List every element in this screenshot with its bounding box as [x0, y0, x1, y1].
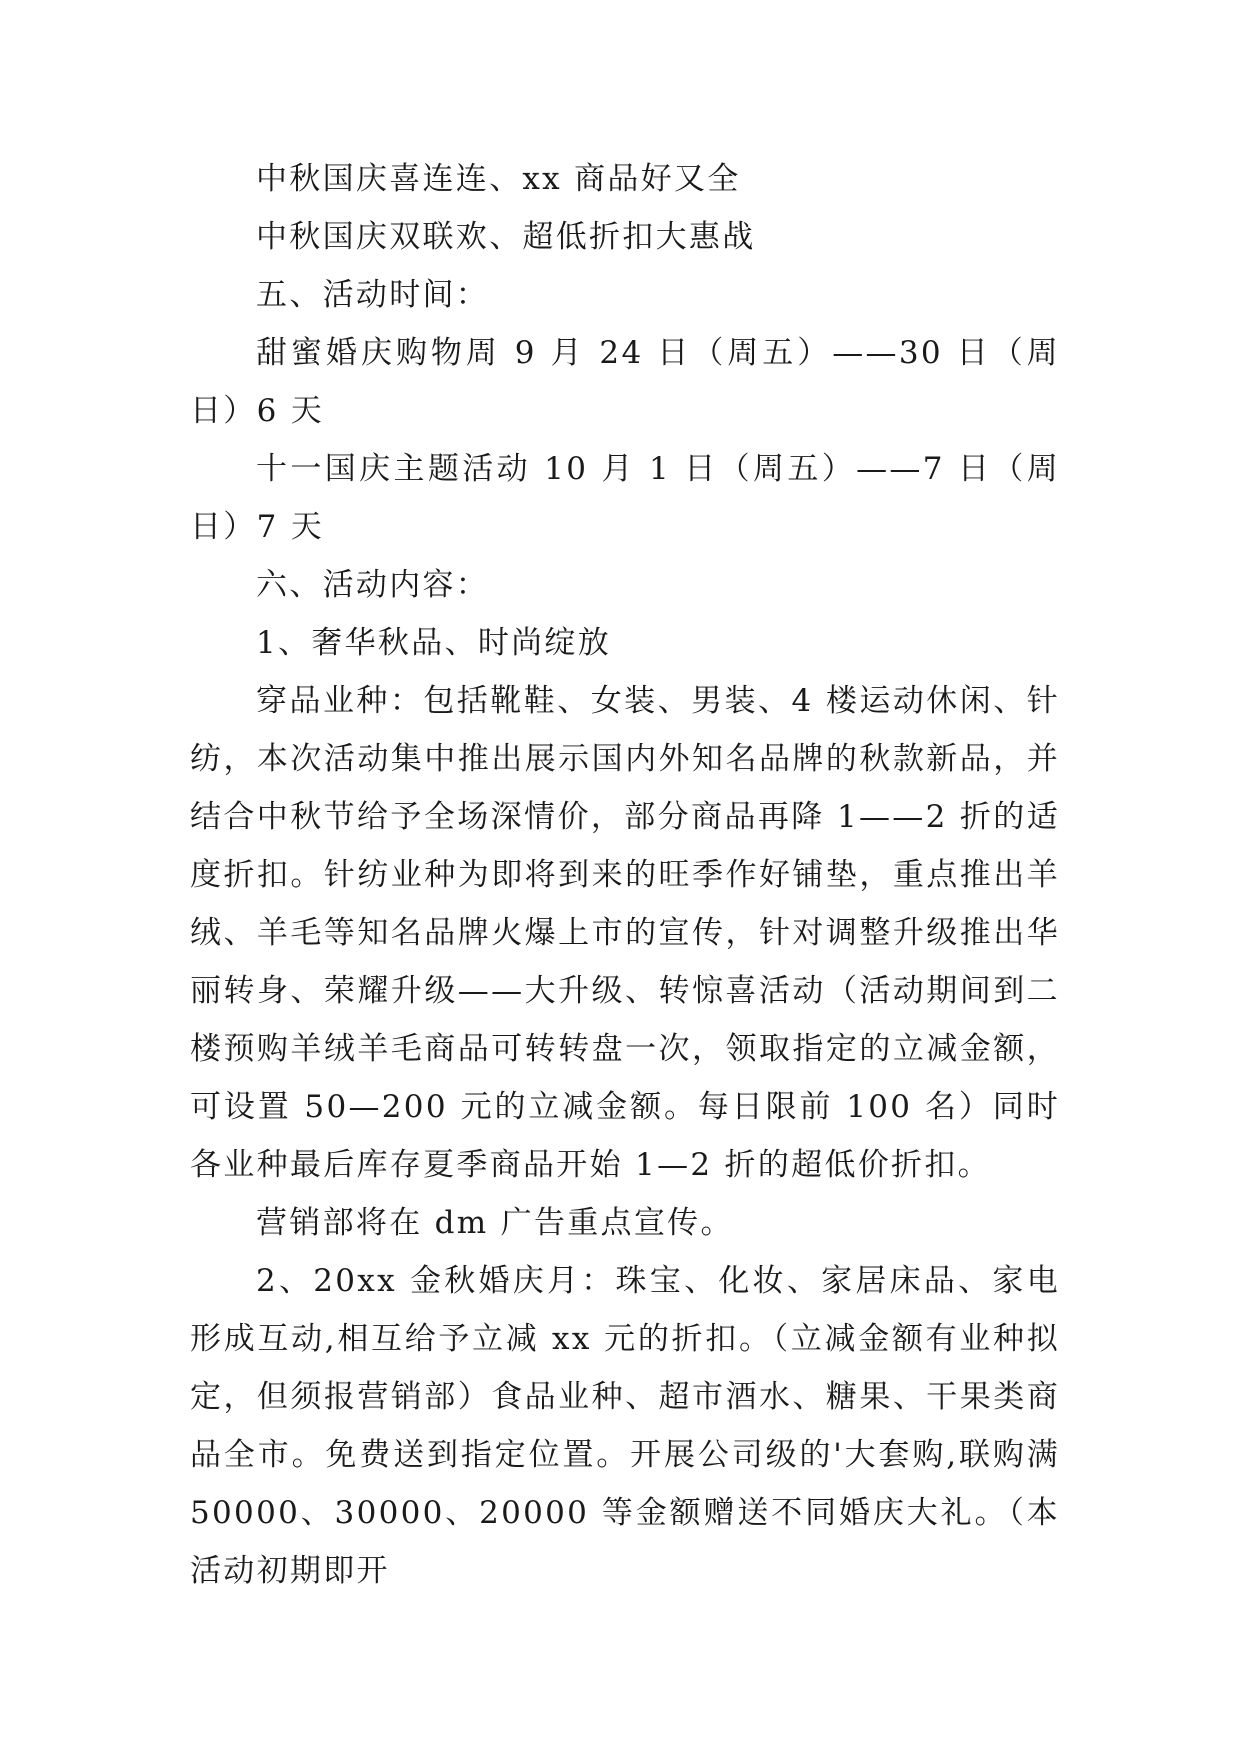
- subheading-autumn-goods: 1、奢华秋品、时尚绽放: [256, 625, 612, 661]
- paragraph-national-day: 十一国庆主题活动 10 月 1 日（周五）——7 日（周日）7 天: [190, 451, 1060, 545]
- paragraph-wedding-month: 2、20xx 金秋婚庆月：珠宝、化妆、家居床品、家电形成互动,相互给予立减 xx 元的折扣。（立减金额有业种拟定，但须报营销部）食品业种、超市酒水、糖果、干果类商品全市。免费送到指定位置。开展公司级的'大套购,联购满 50000、30000、20000 等金额赠送不同婚庆大礼。（本活动初期即开: [190, 1263, 1060, 1589]
- section-heading-activity-content: 六、活动内容：: [256, 567, 490, 603]
- paragraph-apparel-details: 穿品业种：包括靴鞋、女装、男装、4 楼运动休闲、针纺，本次活动集中推出展示国内外知名品牌的秋款新品，并结合中秋节给予全场深情价，部分商品再降 1——2 折的适度折扣。针纺业种为即将到来的旺季作好铺垫，重点推出羊绒、羊毛等知名品牌火爆上市的宣传，针对调整升级推出华丽转身、荣耀升级——大升级、转惊喜活动（活动期间到二楼预购羊绒羊毛商品可转转盘一次，领取指定的立减金额，可设置 50—200 元的立减金额。每日限前 100 名）同时各业种最后库存夏季商品开始 1—2 折的超低价折扣。: [190, 683, 1060, 1183]
- paragraph-marketing-note: 营销部将在 dm 广告重点宣传。: [256, 1205, 734, 1241]
- section-heading-activity-time: 五、活动时间：: [256, 277, 490, 313]
- paragraph-slogan-2: 中秋国庆双联欢、超低折扣大惠战: [256, 219, 756, 255]
- document-body: [190, 150, 1060, 1600]
- paragraph-wedding-week: 甜蜜婚庆购物周 9 月 24 日（周五）——30 日（周日）6 天: [190, 335, 1060, 429]
- paragraph-slogan-1: 中秋国庆喜连连、xx 商品好又全: [256, 161, 741, 197]
